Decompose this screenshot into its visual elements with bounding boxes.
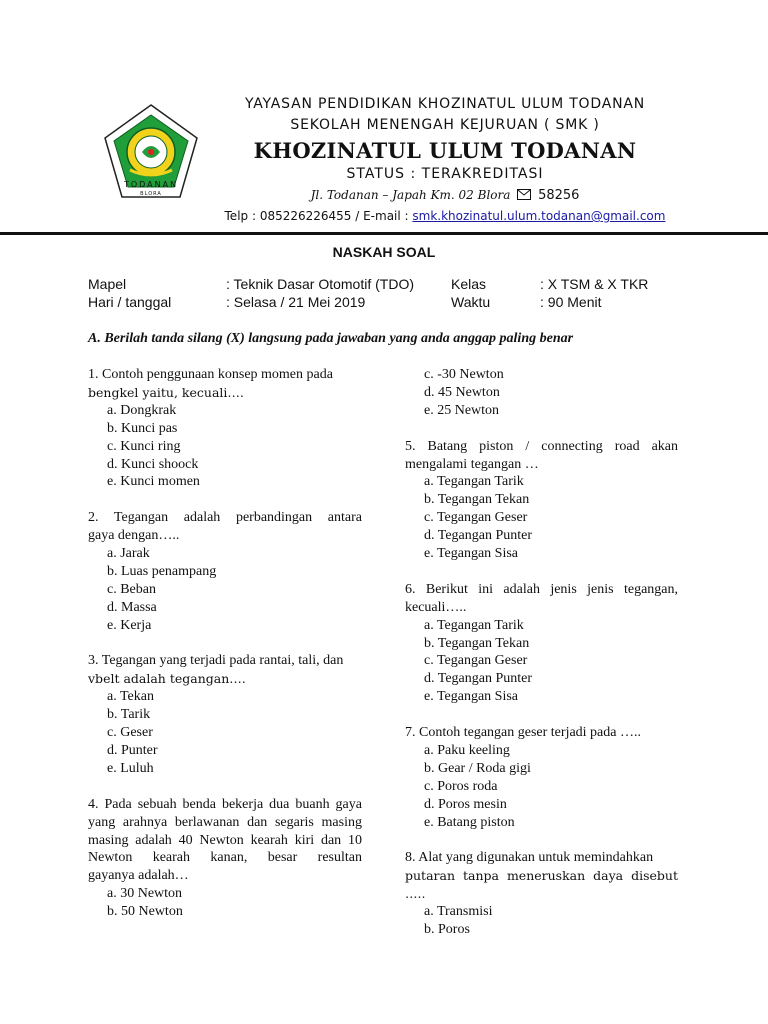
option: e. Kunci momen [107,474,200,490]
option: a. Tegangan Tarik [424,617,524,633]
school-type: SEKOLAH MENENGAH KEJURUAN ( SMK ) [290,117,600,133]
question-7: 7. Contoh tegangan geser terjadi pada ….. [405,725,641,741]
logo-text: TODANAN [123,180,179,189]
waktu-label: Waktu [451,294,491,310]
option: e. Kerja [107,617,152,633]
option: d. Massa [107,599,157,615]
option: d. Tegangan Punter [424,528,533,544]
option: a. 30 Newton [107,886,183,902]
option: a. Transmisi [424,904,493,920]
contact-line [190,209,700,223]
question-2: 2. Tegangan adalah perbandingan antara gaya dengan….. [88,510,362,544]
question-6: 6. Berikut ini adalah jenis jenis tegangan, kecuali….. [405,581,678,615]
option: d. Tegangan Punter [424,671,533,687]
mapel-value: : Teknik Dasar Otomotif (TDO) [226,276,415,292]
option: e. 25 Newton [424,402,500,418]
mail-icon [517,189,531,200]
accreditation-status: STATUS : TERAKREDITASI [346,166,544,182]
section-instruction: A. Berilah tanda silang (X) langsung pada jawaban yang anda anggap paling benar [88,331,574,346]
left-column [88,366,362,921]
logo-subtext: BLORA [140,191,162,197]
option: a. Tekan [107,689,154,705]
option: e. Tegangan Sisa [424,689,519,705]
school-name: KHOZINATUL ULUM TODANAN [253,138,637,163]
address-line [190,188,700,203]
address: Jl. Todanan – Japah Km. 02 Blora [310,188,511,202]
option: a. Jarak [107,546,150,562]
question-1: 1. Contoh penggunaan konsep momen pada bengkel yaitu, kecuali…. [88,367,333,400]
question-5: 5. Batang piston / connecting road akan mengalami tegangan … [405,438,678,472]
option: d. Punter [107,743,158,758]
option: d. Poros mesin [424,796,507,812]
header-divider [0,232,768,235]
option: e. Luluh [107,760,154,776]
option: e. Batang piston [424,814,515,830]
option: b. Kunci pas [107,420,178,436]
option: b. 50 Newton [107,904,183,920]
waktu-value: : 90 Menit [540,294,602,310]
option: d. 45 Newton [424,384,500,400]
hari-label: Hari / tanggal [88,294,172,310]
telephone: Telp : 085226226455 / E-mail : [224,209,413,223]
hari-value: : Selasa / 21 Mei 2019 [226,294,366,310]
school-logo [100,102,202,212]
postal-code: 58256 [538,188,580,203]
option: b. Gear / Roda gigi [424,760,531,776]
foundation-name: YAYASAN PENDIDIKAN KHOZINATUL ULUM TODANAN [244,96,646,112]
kelas-value: : X TSM & X TKR [540,276,649,292]
option: c. Poros roda [424,778,498,794]
option: c. -30 Newton [424,367,504,382]
question-3: 3. Tegangan yang terjadi pada rantai, tali, dan vbelt adalah tegangan…. [88,653,344,687]
option: c. Geser [107,725,153,741]
option: c. Beban [107,581,156,597]
question-8: 8. Alat yang digunakan untuk memindahkan putaran tanpa meneruskan daya disebut ….. [405,850,678,902]
option: a. Paku keeling [424,742,510,758]
option: b. Luas penampang [107,563,217,579]
option: a. Tegangan Tarik [424,474,524,490]
option: c. Kunci ring [107,438,181,454]
option: b. Poros [424,922,470,938]
email-link[interactable]: smk.khozinatul.ulum.todanan@gmail.com [412,209,666,223]
option: d. Kunci shoock [107,456,199,472]
question-4: 4. Pada sebuah benda bekerja dua buanh gaya yang arahnya berlawanan dan segaris masing masing adalah 40 Newton kearah kiri dan 10 Newton kearah kanan, besar resultan gayanya adalah… [88,796,362,884]
right-column [405,366,678,939]
option: e. Tegangan Sisa [424,546,519,562]
option: b. Tegangan Tekan [424,492,530,508]
option: a. Dongkrak [107,402,177,418]
mapel-label: Mapel [88,276,127,292]
option: c. Tegangan Geser [424,653,528,669]
kelas-label: Kelas [451,276,487,292]
option: b. Tarik [107,707,151,723]
option: c. Tegangan Geser [424,510,528,526]
option: b. Tegangan Tekan [424,635,530,651]
document-title: NASKAH SOAL [332,244,436,260]
